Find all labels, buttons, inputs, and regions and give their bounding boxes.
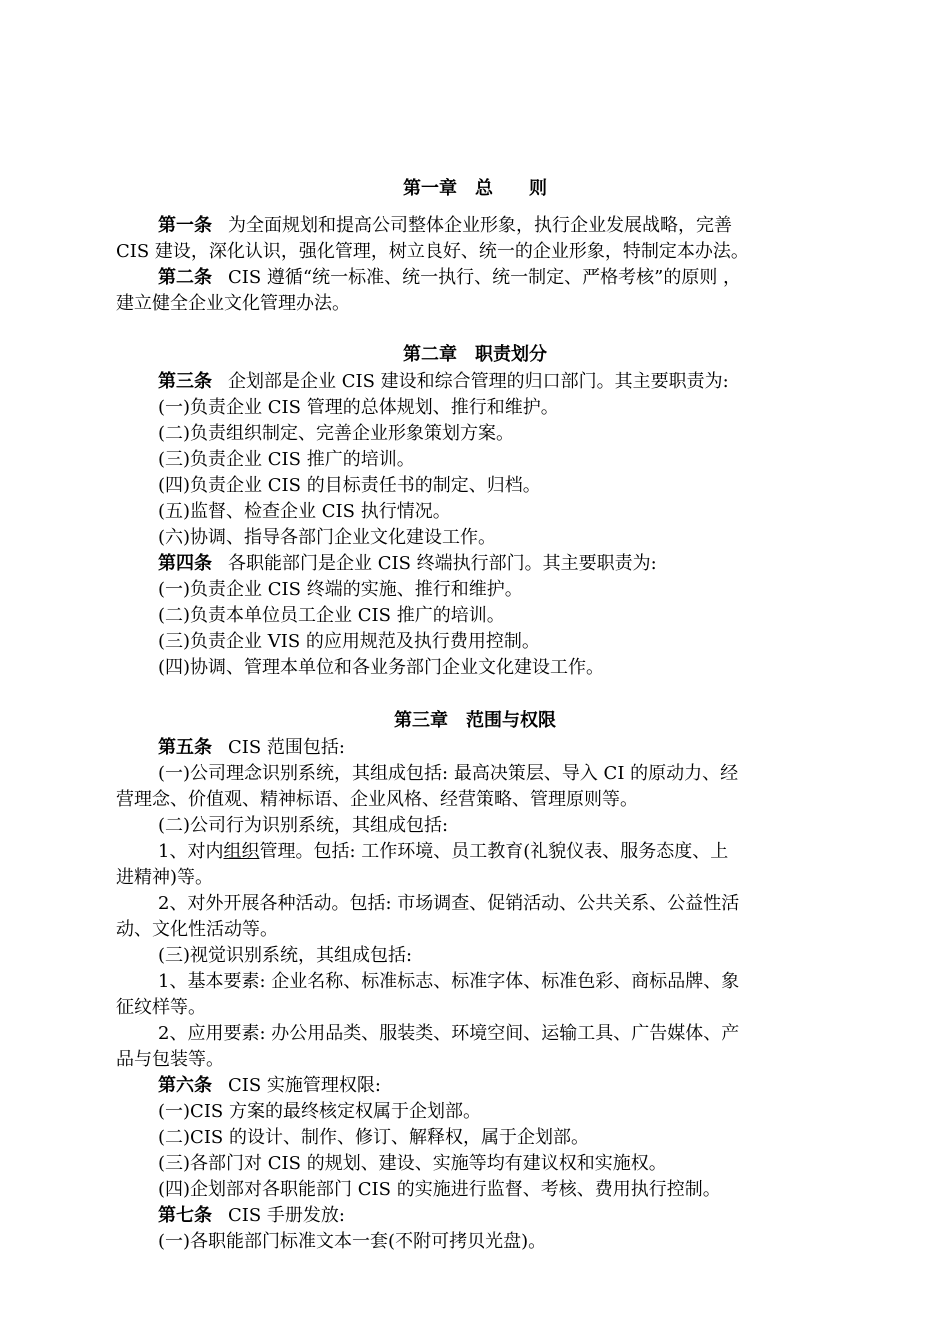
list-item: (一)各职能部门标准文本一套(不附可拷贝光盘)。 bbox=[158, 1231, 547, 1252]
article-2-line-1 bbox=[158, 265, 741, 291]
list-item: (三)各部门对 CIS 的规划、建设、实施等均有建议权和实施权。 bbox=[158, 1153, 667, 1174]
chapter-1-title: 第一章 总 则 bbox=[403, 178, 547, 199]
paragraph-line: 征纹样等。 bbox=[116, 997, 206, 1018]
article-3-line bbox=[158, 369, 729, 395]
list-item: (一)负责企业 CIS 终端的实施、推行和维护。 bbox=[158, 579, 523, 600]
list-item: (一)负责企业 CIS 管理的总体规划、推行和维护。 bbox=[158, 397, 559, 418]
article-1-line-2: CIS 建设，深化认识，强化管理，树立良好、统一的企业形象，特制定本办法。 bbox=[116, 241, 749, 262]
paragraph-line: 动、文化性活动等。 bbox=[116, 919, 278, 940]
article-4-label: 第四条 bbox=[158, 553, 212, 574]
article-6-text: CIS 实施管理权限: bbox=[228, 1075, 381, 1096]
paragraph-line: (二)公司行为识别系统，其组成包括: bbox=[158, 815, 449, 836]
list-item: (一)CIS 方案的最终核定权属于企划部。 bbox=[158, 1101, 481, 1122]
paragraph-line: 1、基本要素: 企业名称、标准标志、标准字体、标准色彩、商标品牌、象 bbox=[158, 971, 740, 992]
article-1-line-1 bbox=[158, 213, 732, 239]
article-2-label: 第二条 bbox=[158, 267, 212, 288]
article-6-label: 第六条 bbox=[158, 1075, 212, 1096]
paragraph-line: 营理念、价值观、精神标语、企业风格、经营策略、管理原则等。 bbox=[116, 789, 638, 810]
paragraph-line: (三)视觉识别系统，其组成包括: bbox=[158, 945, 413, 966]
list-item: (二)负责组织制定、完善企业形象策划方案。 bbox=[158, 423, 515, 444]
article-5-label: 第五条 bbox=[158, 737, 212, 758]
article-2-line-2: 建立健全企业文化管理办法。 bbox=[116, 293, 350, 314]
chapter-3-title: 第三章 范围与权限 bbox=[394, 710, 556, 731]
paragraph-line: 2、应用要素: 办公用品类、服装类、环境空间、运输工具、广告媒体、产 bbox=[158, 1023, 740, 1044]
article-7-line bbox=[158, 1203, 345, 1229]
list-item: (三)负责企业 VIS 的应用规范及执行费用控制。 bbox=[158, 631, 540, 652]
list-item: (四)协调、管理本单位和各业务部门企业文化建设工作。 bbox=[158, 657, 605, 678]
list-item: (二)CIS 的设计、制作、修订、解释权，属于企划部。 bbox=[158, 1127, 589, 1148]
underlined-link-text: 组织 bbox=[223, 841, 260, 862]
list-item: (四)负责企业 CIS 的目标责任书的制定、归档。 bbox=[158, 475, 541, 496]
article-5-line bbox=[158, 735, 345, 761]
text-run: 1、对内 bbox=[158, 841, 224, 862]
article-3-label: 第三条 bbox=[158, 371, 212, 392]
list-item: (五)监督、检查企业 CIS 执行情况。 bbox=[158, 501, 451, 522]
chapter-2-title: 第二章 职责划分 bbox=[403, 344, 547, 365]
paragraph-line: (一)公司理念识别系统，其组成包括: 最高决策层、导入 CI 的原动力、经 bbox=[158, 763, 739, 784]
list-item: (三)负责企业 CIS 推广的培训。 bbox=[158, 449, 415, 470]
paragraph-line: 2、对外开展各种活动。包括: 市场调查、促销活动、公共关系、公益性活 bbox=[158, 893, 740, 914]
article-1-label: 第一条 bbox=[158, 215, 212, 236]
article-4-text: 各职能部门是企业 CIS 终端执行部门。其主要职责为: bbox=[228, 553, 657, 574]
article-2-text: CIS 遵循“统一标准、统一执行、统一制定、严格考核”的原则 ， bbox=[228, 267, 742, 288]
article-4-line bbox=[158, 551, 657, 577]
paragraph-line: 进精神)等。 bbox=[116, 867, 214, 888]
list-item: (六)协调、指导各部门企业文化建设工作。 bbox=[158, 527, 497, 548]
paragraph-line bbox=[158, 839, 728, 865]
article-6-line bbox=[158, 1073, 381, 1099]
article-3-text: 企划部是企业 CIS 建设和综合管理的归口部门。其主要职责为: bbox=[228, 371, 729, 392]
article-5-text: CIS 范围包括: bbox=[228, 737, 345, 758]
paragraph-line: 品与包装等。 bbox=[116, 1049, 224, 1070]
list-item: (二)负责本单位员工企业 CIS 推广的培训。 bbox=[158, 605, 505, 626]
article-7-text: CIS 手册发放: bbox=[228, 1205, 345, 1226]
text-run: 管理。包括: 工作环境、员工教育(礼貌仪表、服务态度、上 bbox=[259, 841, 729, 862]
article-1-text: 为全面规划和提高公司整体企业形象，执行企业发展战略，完善 bbox=[228, 215, 732, 236]
list-item: (四)企划部对各职能部门 CIS 的实施进行监督、考核、费用执行控制。 bbox=[158, 1179, 721, 1200]
article-7-label: 第七条 bbox=[158, 1205, 212, 1226]
